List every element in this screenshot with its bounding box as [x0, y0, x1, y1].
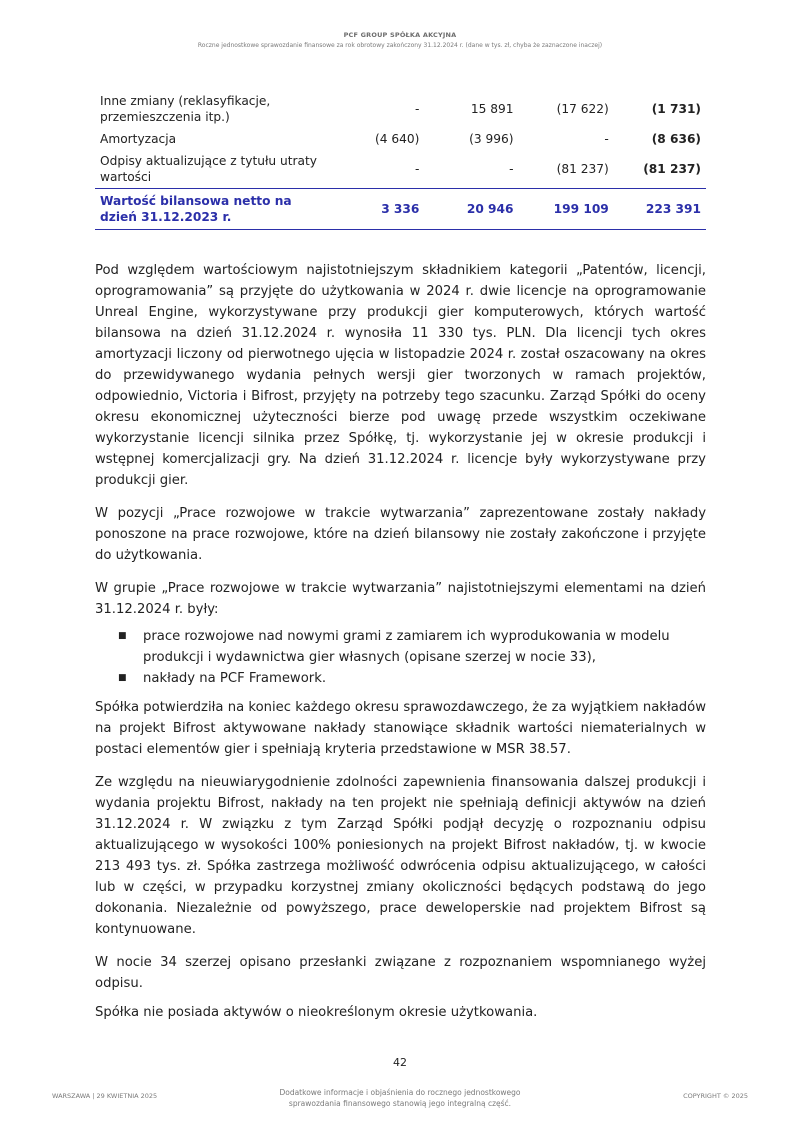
- note-body: [95, 260, 706, 1035]
- total-label: Wartość bilansowa netto na dzień 31.12.2023 r.: [95, 189, 335, 230]
- intangible-assets-table: [95, 90, 706, 230]
- total-value: 20 946: [424, 189, 518, 230]
- page-number: 42: [393, 1056, 407, 1069]
- total-value: 3 336: [335, 189, 425, 230]
- row-label: Odpisy aktualizujące z tytułu utraty wartości: [100, 154, 318, 184]
- cell-value: -: [414, 102, 420, 116]
- paragraph: W nocie 34 szerzej opisano przesłanki związane z rozpoznaniem wspomnianego wyżej odpisu.: [95, 955, 706, 991]
- paragraph: W grupie „Prace rozwojowe w trakcie wytwarzania” najistotniejszymi elementami na dzień 31.12.2024 r. były:: [95, 581, 706, 617]
- cell-value: -: [509, 162, 514, 176]
- paragraph: Spółka nie posiada aktywów o nieokreślonym okresie użytkowania.: [95, 1005, 538, 1020]
- cell-value: (81 237): [556, 162, 609, 176]
- cell-value: -: [604, 132, 609, 146]
- paragraph: Spółka potwierdziła na koniec każdego okresu sprawozdawczego, że za wyjątkiem nakładów na projekt Bifrost aktywowane nakłady stanowiące składnik wartości niematerialnych w postaci elementów gier i spełniają kryteria przedstawione w MSR 38.57.: [95, 700, 706, 757]
- paragraph: Pod względem wartościowym najistotniejszym składnikiem kategorii „Patentów, licencji, oprogramowania” są przyjęte do użytkowania w 2024 r. dwie licencje na oprogramowanie Unreal Engine, wykorzystywane przy produkcji gier komputerowych, których wartość bilansowa na dzień 31.12.2024 r. wynosiła 11 330 tys. PLN. Dla licencji tych okres amortyzacji liczony od pierwotnego ujęcia w listopadzie 2024 r. został oszacowany na okres do przewidywanego wydania pełnych wersji gier tworzonych w ramach projektów, odpowiednio, Victoria i Bifrost, przyjęty na potrzeby tego szacunku. Zarząd Spółki do oceny okresu ekonomicznej użyteczności bierze pod uwagę przede wszystkim oczekiwane wykorzystanie licencji silnika przez Spółkę, tj. wykorzystanie jej w okresie produkcji i wstępnej komercjalizacji gry. Na dzień 31.12.2024 r. licencje były wykorzystywane przy produkcji gier.: [95, 263, 706, 488]
- company-name: PCF GROUP SPÓŁKA AKCYJNA: [343, 31, 457, 39]
- footer-note: [250, 1087, 550, 1109]
- table-row: [95, 90, 706, 128]
- table-row: [95, 150, 706, 189]
- paragraph: Ze względu na nieuwiarygodnienie zdolności zapewnienia finansowania dalszej produkcji i wydania projektu Bifrost, nakłady na ten projekt nie spełniają definicji aktywów na dzień 31.12.2024 r. W związku z tym Zarząd Spółki podjął decyzję o rozpoznaniu odpisu aktualizującego w wysokości 100% poniesionych na projekt Bifrost nakładów, tj. w kwocie 213 493 tys. zł. Spółka zastrzega możliwość odwrócenia odpisu aktualizującego, w całości lub w części, w przypadku korzystnej zmiany okoliczności będących podstawą do jego dokonania. Niezależnie od powyższego, prace deweloperskie nad projektem Bifrost są kontynuowane.: [95, 775, 706, 937]
- table-row: [95, 128, 706, 150]
- table-total-row: [95, 189, 706, 230]
- cell-total-value: (81 237): [643, 162, 701, 176]
- row-label: Inne zmiany (reklasyfikacje, przemieszczenia itp.): [100, 94, 271, 124]
- total-value: 199 109: [519, 189, 614, 230]
- footer-location-date: WARSZAWA | 29 KWIETNIA 2025: [52, 1092, 158, 1100]
- footer-copyright: COPYRIGHT © 2025: [683, 1092, 748, 1100]
- cell-value: (17 622): [556, 102, 609, 116]
- cell-value: (4 640): [374, 132, 420, 146]
- list-item-text: nakłady na PCF Framework.: [143, 671, 327, 686]
- row-label: Amortyzacja: [100, 132, 177, 146]
- footer-note-line: sprawozdania finansowego stanowią jego integralną część.: [288, 1099, 512, 1108]
- cell-total-value: (8 636): [651, 132, 701, 146]
- bullet-icon: ■: [118, 673, 127, 683]
- footer-note-line: Dodatkowe informacje i objaśnienia do rocznego jednostkowego: [279, 1088, 521, 1097]
- list-item-text: prace rozwojowe nad nowymi grami z zamiarem ich wyprodukowania w modelu produkcji i wydawnictwa gier własnych (opisane szerzej w nocie 33),: [143, 629, 670, 665]
- cell-value: 15 891: [470, 102, 514, 116]
- bullet-icon: ■: [118, 631, 127, 641]
- paragraph: W pozycji „Prace rozwojowe w trakcie wytwarzania” zaprezentowane zostały nakłady ponoszone na prace rozwojowe, które na dzień bilansowy nie zostały zakończone i przyjęte do użytkowania.: [95, 506, 706, 563]
- cell-total-value: (1 731): [651, 102, 701, 116]
- cell-value: (3 996): [469, 132, 514, 146]
- report-subtitle: Roczne jednostkowe sprawozdanie finansowe za rok obrotowy zakończony 31.12.2024 r. (dane w tys. zł, chyba że zaznaczone inaczej): [197, 42, 603, 49]
- total-value: 223 391: [614, 189, 706, 230]
- list-item: [118, 668, 706, 689]
- list-item: [118, 626, 706, 668]
- page-header: [0, 31, 800, 49]
- bullet-list: [95, 626, 706, 689]
- cell-value: -: [414, 162, 420, 176]
